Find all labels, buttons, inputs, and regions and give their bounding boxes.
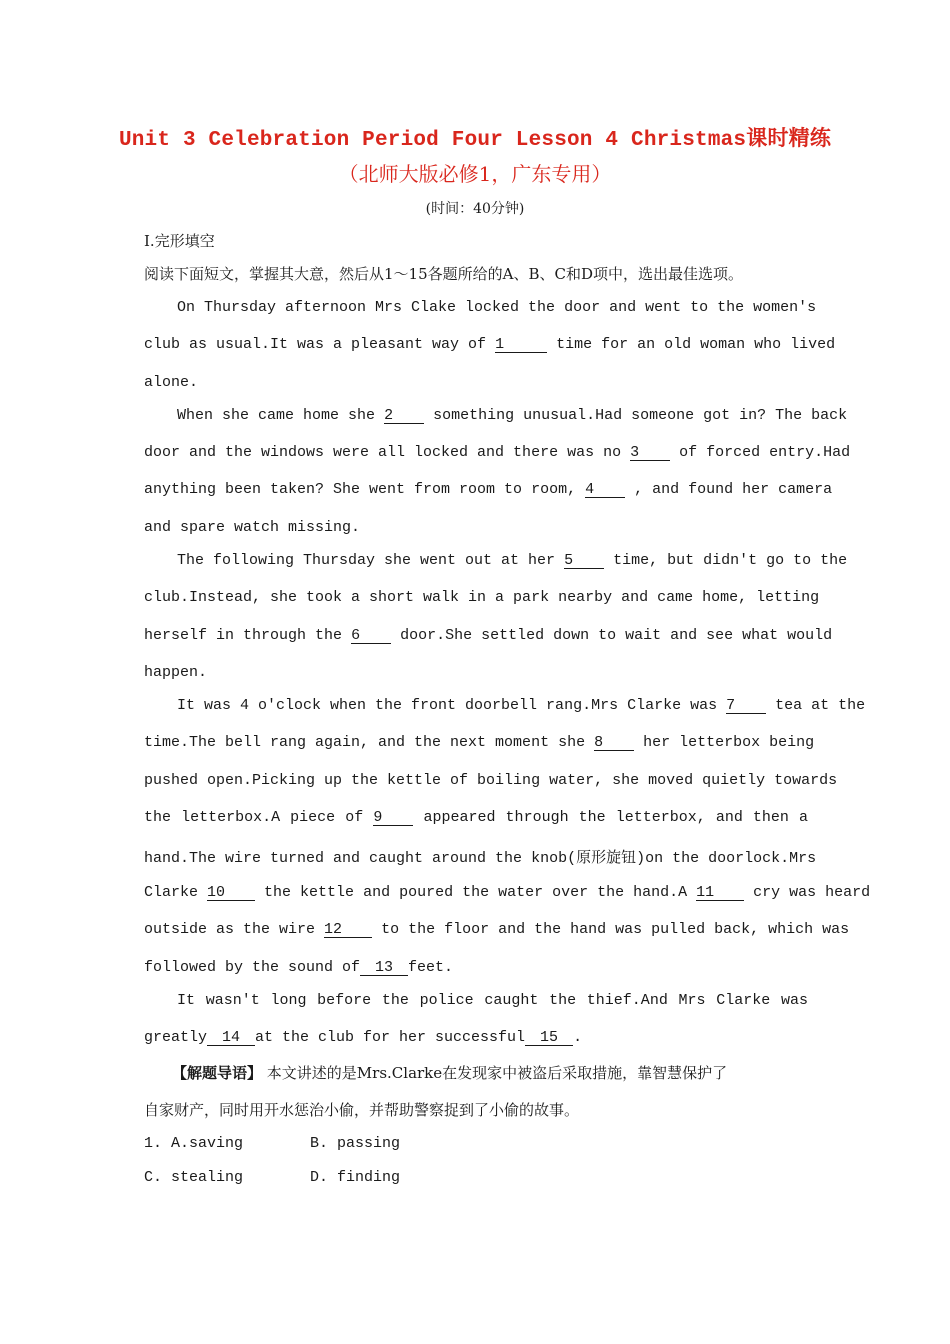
blank-6: 6 [351,628,391,644]
blank-3: 3 [630,445,670,461]
text-fragment: appeared through the letterbox, and then a [423,809,808,826]
passage-line: club.Instead, she took a short walk in a park nearby and came home, letting [144,589,820,606]
blank-14: 14 [207,1030,255,1046]
guide-label: 【解题导语】 [172,1064,263,1082]
option-d: D. finding [310,1169,401,1186]
text-fragment: Clarke [144,884,199,901]
passage-line [144,884,871,901]
text-fragment: door and the windows were all locked and there was no [144,444,622,461]
blank-1: 1 [495,337,547,353]
passage-line: happen. [144,664,208,681]
text-fragment: , and found her camera [634,481,833,498]
passage-line: and spare watch missing. [144,519,361,536]
option-b: B. passing [310,1135,401,1152]
text-fragment: time, but didn't go to the [613,552,848,569]
guide-text: 本文讲述的是Mrs.Clarke在发现家中被盗后采取措施，靠智慧保护了 [266,1064,728,1082]
text-fragment: to the floor and the hand was pulled back, which was [381,921,850,938]
passage-line [177,697,866,714]
passage-line [144,921,850,938]
passage-line [144,734,815,751]
blank-10: 10 [207,885,255,901]
guide-line: 自家财产，同时用开水惩治小偷，并帮助警察捉到了小偷的故事。 [144,1101,580,1119]
passage-line [144,1029,808,1046]
passage-line [144,481,833,498]
passage-line [144,809,808,826]
blank-2: 2 [384,408,424,424]
passage-line [144,336,836,353]
passage-line [177,407,848,424]
blank-5: 5 [564,553,604,569]
text-fragment: club as usual.It was a pleasant way of [144,336,487,353]
text-fragment: time.The bell rang again, and the next moment she [144,734,586,751]
text-fragment: greatly [144,1029,208,1046]
passage-line [144,444,851,461]
text-fragment: When she came home she [177,407,376,424]
section-heading: Ⅰ.完形填空 [144,232,215,250]
time-limit: (时间：40分钟) [425,201,525,217]
text-fragment: The following Thursday she went out at her [177,552,556,569]
text-fragment: followed by the sound of [144,959,361,976]
blank-8: 8 [594,735,634,751]
text-fragment: It was 4 o'clock when the front doorbell rang.Mrs Clarke was [177,697,718,714]
passage-line: On Thursday afternoon Mrs Clake locked the door and went to the women's [177,299,817,316]
page-subtitle: （北师大版必修1，广东专用） [338,162,612,186]
passage-line: alone. [144,374,199,391]
blank-15: 15 [525,1030,573,1046]
text-fragment: cry was heard [753,884,871,901]
blank-13: 13 [360,960,408,976]
text-fragment: anything been taken? She went from room to room, [144,481,577,498]
text-fragment: of forced entry.Had [679,444,851,461]
passage-line [144,959,808,976]
blank-9: 9 [373,810,413,826]
text-fragment: feet. [408,959,454,976]
passage-line [144,627,833,644]
text-fragment: at the club for her successful [255,1029,526,1046]
text-fragment: the letterbox.A piece of [144,809,364,826]
blank-12: 12 [324,922,372,938]
guide-line [172,1062,808,1083]
text-fragment: something unusual.Had someone got in? The back [433,407,848,424]
text-fragment: tea at the [775,697,866,714]
blank-7: 7 [726,698,766,714]
instruction-text: 阅读下面短文，掌握其大意，然后从1～15各题所给的A、B、C和D项中，选出最佳选项。 [144,265,743,283]
passage-line: It wasn't long before the police caught the thief.And Mrs Clarke was [177,992,808,1009]
text-fragment: outside as the wire [144,921,316,938]
text-fragment: door.She settled down to wait and see what would [400,627,833,644]
passage-line: hand.The wire turned and caught around the knob(原形旋钮)on the doorlock.Mrs [144,850,817,867]
option-a: 1. A.saving [144,1135,244,1152]
blank-11: 11 [696,885,744,901]
text-fragment: herself in through the [144,627,343,644]
text-fragment: the kettle and poured the water over the hand.A [264,884,688,901]
option-c: C. stealing [144,1169,244,1186]
page-title: Unit 3 Celebration Period Four Lesson 4 Christmas课时精练 [118,129,832,152]
text-fragment: her letterbox being [643,734,815,751]
text-fragment: . [573,1029,583,1046]
passage-line: pushed open.Picking up the kettle of boiling water, she moved quietly towards [144,772,838,789]
blank-4: 4 [585,482,625,498]
text-fragment: time for an old woman who lived [556,336,836,353]
passage-line [177,552,848,569]
